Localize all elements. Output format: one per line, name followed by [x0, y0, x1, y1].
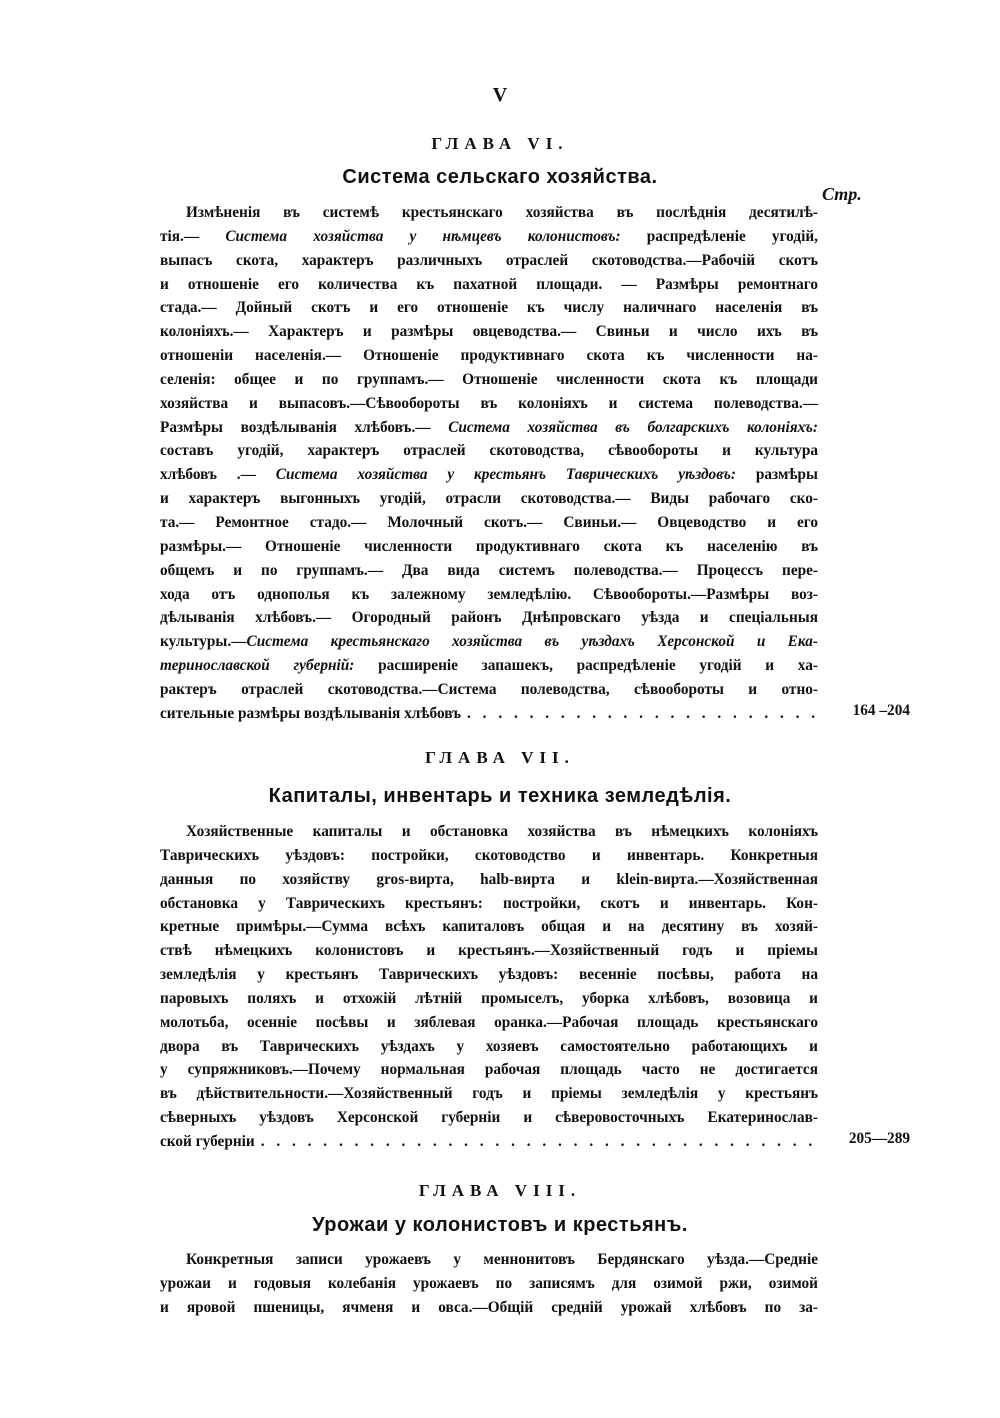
summary-line [160, 583, 818, 607]
summary-line [160, 702, 818, 726]
summary-line [160, 368, 818, 392]
page-range: 205—289 [848, 1130, 910, 1148]
summary-line [160, 630, 818, 654]
summary-line [160, 963, 818, 987]
summary-line [160, 1106, 818, 1130]
summary-text: культуры.— [160, 633, 247, 651]
summary-text: ствѣ нѣмецкихъ колонистовъ и крестьянъ.—Хозяйственный годъ и пріемы [160, 942, 818, 960]
summary-text: хода отъ однополья къ залежному земледѣлію. Сѣвообороты.—Размѣры воз- [160, 585, 818, 603]
section-title-italic: Система хозяйства у нѣмцевъ колонистовъ: [225, 227, 621, 245]
summary-text: хозяйства и выпасовъ.—Сѣвообороты въ колоніяхъ и система полеводства.— [160, 394, 818, 412]
summary-line [160, 487, 818, 511]
summary-text: рактеръ отраслей скотоводства.—Система полеводства, сѣвообороты и отно- [160, 680, 818, 698]
summary-text: и яровой пшеницы, ячменя и овса.—Общій средній урожай хлѣбовъ по за- [160, 1298, 818, 1316]
section-title-italic: Система крестьянскаго хозяйства въ уѣздахъ Херсонской и Ека- [246, 633, 818, 651]
summary-text: селенія: общее и по группамъ.— Отношеніе численности скота къ площади [160, 370, 818, 388]
page-range: 164 –204 [852, 701, 910, 719]
summary-line [160, 249, 818, 273]
summary-line [160, 1035, 818, 1059]
summary-text: составъ угодій, характеръ отраслей скотоводства, сѣвообороты и культура [160, 442, 818, 460]
summary-line [160, 392, 818, 416]
summary-line [160, 559, 818, 583]
summary-text: отношеніи населенія.— Отношеніе продуктивнаго скота къ численности на- [160, 347, 818, 365]
section-title-italic: Система хозяйства въ болгарскихъ колоніяхъ: [448, 418, 818, 436]
summary-line [160, 535, 818, 559]
summary-text: Размѣры воздѣлыванія хлѣбовъ.— [160, 418, 449, 436]
summary-line [160, 654, 818, 678]
summary-text: обстановка у Таврическихъ крестьянъ: постройки, скотъ и инвентарь. Кон- [160, 894, 818, 912]
section-title-italic: теринославской губерній: [160, 657, 355, 675]
summary-text: земледѣлія у крестьянъ Таврическихъ уѣздовъ: весенніе посѣвы, работа на [160, 966, 818, 984]
summary-text: ской губерніи [160, 1132, 255, 1150]
summary-line [160, 1296, 818, 1320]
summary-text: стада.— Дойный скотъ и его отношеніе къ числу наличнаго населенія въ [160, 299, 818, 317]
summary-text: та.— Ремонтное стадо.— Молочный скотъ.— Свиньи.— Овцеводство и его [160, 513, 818, 531]
summary-line [160, 987, 818, 1011]
summary-text: общемъ и по группамъ.— Два вида системъ полеводства.— Процессъ пере- [160, 561, 818, 579]
summary-text: сительные размѣры воздѣлыванія хлѣбовъ [160, 704, 462, 722]
summary-text: двора въ Таврическихъ уѣздахъ у хозяевъ самостоятельно работающихъ и [160, 1037, 818, 1055]
summary-text: сѣверныхъ уѣздовъ Херсонской губерніи и сѣверовосточныхъ Екатеринослав- [160, 1109, 818, 1127]
summary-line [160, 1130, 818, 1154]
summary-line [160, 678, 818, 702]
section-title-italic: Система хозяйства у крестьянъ Таврическихъ уѣздовъ: [275, 466, 736, 484]
chapter-7-heading: ГЛАВА VII. [425, 748, 575, 767]
summary-line [160, 1248, 818, 1272]
summary-line [160, 201, 818, 225]
summary-text: тія.— [160, 227, 226, 245]
summary-text: дѣлыванія хлѣбовъ.— Огородный районъ Днѣпровскаго уѣзда и спеціальныя [160, 609, 818, 627]
summary-line [160, 511, 818, 535]
summary-line [160, 1082, 818, 1106]
dot-leader [467, 702, 818, 726]
chapter-8-summary [160, 1248, 818, 1320]
summary-text: распредѣленіе угодій, [620, 227, 818, 245]
chapter-7-title: Капиталы, инвентарь и техника земледѣлія. [268, 785, 732, 807]
chapter-6-summary [160, 201, 910, 726]
summary-text: расширеніе запашекъ, распредѣленіе угодій и ха- [354, 657, 819, 675]
chapter-7-summary [160, 820, 910, 1154]
summary-text: и отношеніе его количества къ пахатной площади. — Размѣры ремонтнаго [160, 275, 818, 293]
summary-line [160, 463, 818, 487]
chapter-6-heading: ГЛАВА VI. [431, 134, 569, 153]
summary-line [160, 273, 818, 297]
summary-text: паровыхъ поляхъ и отхожій лѣтній промыселъ, уборка хлѣбовъ, возовица и [160, 989, 818, 1007]
summary-text: Измѣненія въ системѣ крестьянскаго хозяйства въ послѣднія десятилѣ- [186, 204, 818, 221]
summary-line [160, 1058, 818, 1082]
summary-text: Конкретныя записи урожаевъ у меннонитовъ Бердянскаго уѣзда.—Средніе [186, 1251, 818, 1268]
summary-line [160, 915, 818, 939]
summary-text: данныя по хозяйству gros-вирта, halb-вирта и klein-вирта.—Хозяйственная [160, 870, 818, 888]
summary-line [160, 344, 818, 368]
dot-leader [261, 1130, 818, 1154]
summary-line [160, 1011, 818, 1035]
summary-line [160, 820, 818, 844]
summary-line [160, 844, 818, 868]
summary-text: молотьба, осенніе посѣвы и зяблевая оранка.—Рабочая площадь крестьянскаго [160, 1013, 818, 1031]
summary-line [160, 225, 818, 249]
summary-text: Хозяйственные капиталы и обстановка хозяйства въ нѣмецкихъ колоніяхъ [186, 823, 818, 840]
summary-line [160, 606, 818, 630]
chapter-6-title: Система сельскаго хозяйства. [342, 166, 658, 188]
summary-line [160, 892, 818, 916]
summary-line [160, 868, 818, 892]
summary-line [160, 320, 818, 344]
summary-text: размѣры [736, 466, 818, 484]
summary-text: Таврическихъ уѣздовъ: постройки, скотоводство и инвентарь. Конкретныя [160, 846, 818, 864]
summary-line [160, 416, 818, 440]
summary-text: кретные примѣры.—Сумма всѣхъ капиталовъ общая и на десятину въ хозяй- [160, 918, 818, 936]
summary-text: выпасъ скота, характеръ различныхъ отраслей скотоводства.—Рабочій скотъ [160, 251, 818, 269]
chapter-8-heading: ГЛАВА VIII. [418, 1181, 582, 1200]
summary-text: колоніяхъ.— Характеръ и размѣры овцеводства.— Свиньи и число ихъ въ [160, 323, 818, 341]
summary-text: урожаи и годовыя колебанія урожаевъ по записямъ для озимой ржи, озимой [160, 1274, 818, 1292]
summary-text: въ дѣйствительности.—Хозяйственный годъ и пріемы земледѣлія у крестьянъ [160, 1085, 818, 1103]
summary-line [160, 939, 818, 963]
chapter-8-title: Урожаи у колонистовъ и крестьянъ. [312, 1214, 688, 1236]
summary-line [160, 296, 818, 320]
summary-text: и характеръ выгонныхъ угодій, отрасли скотоводства.— Виды рабочаго ско- [160, 490, 818, 508]
summary-line [160, 1272, 818, 1296]
summary-text: размѣры.— Отношеніе численности продуктивнаго скота къ населенію въ [160, 537, 818, 555]
page-number-mark: V [492, 84, 508, 106]
summary-text: у супряжниковъ.—Почему нормальная рабочая площадь часто не достигается [160, 1061, 818, 1079]
page-column-label: Стр. [822, 184, 862, 204]
summary-line [160, 439, 818, 463]
summary-text: хлѣбовъ .— [160, 466, 276, 484]
